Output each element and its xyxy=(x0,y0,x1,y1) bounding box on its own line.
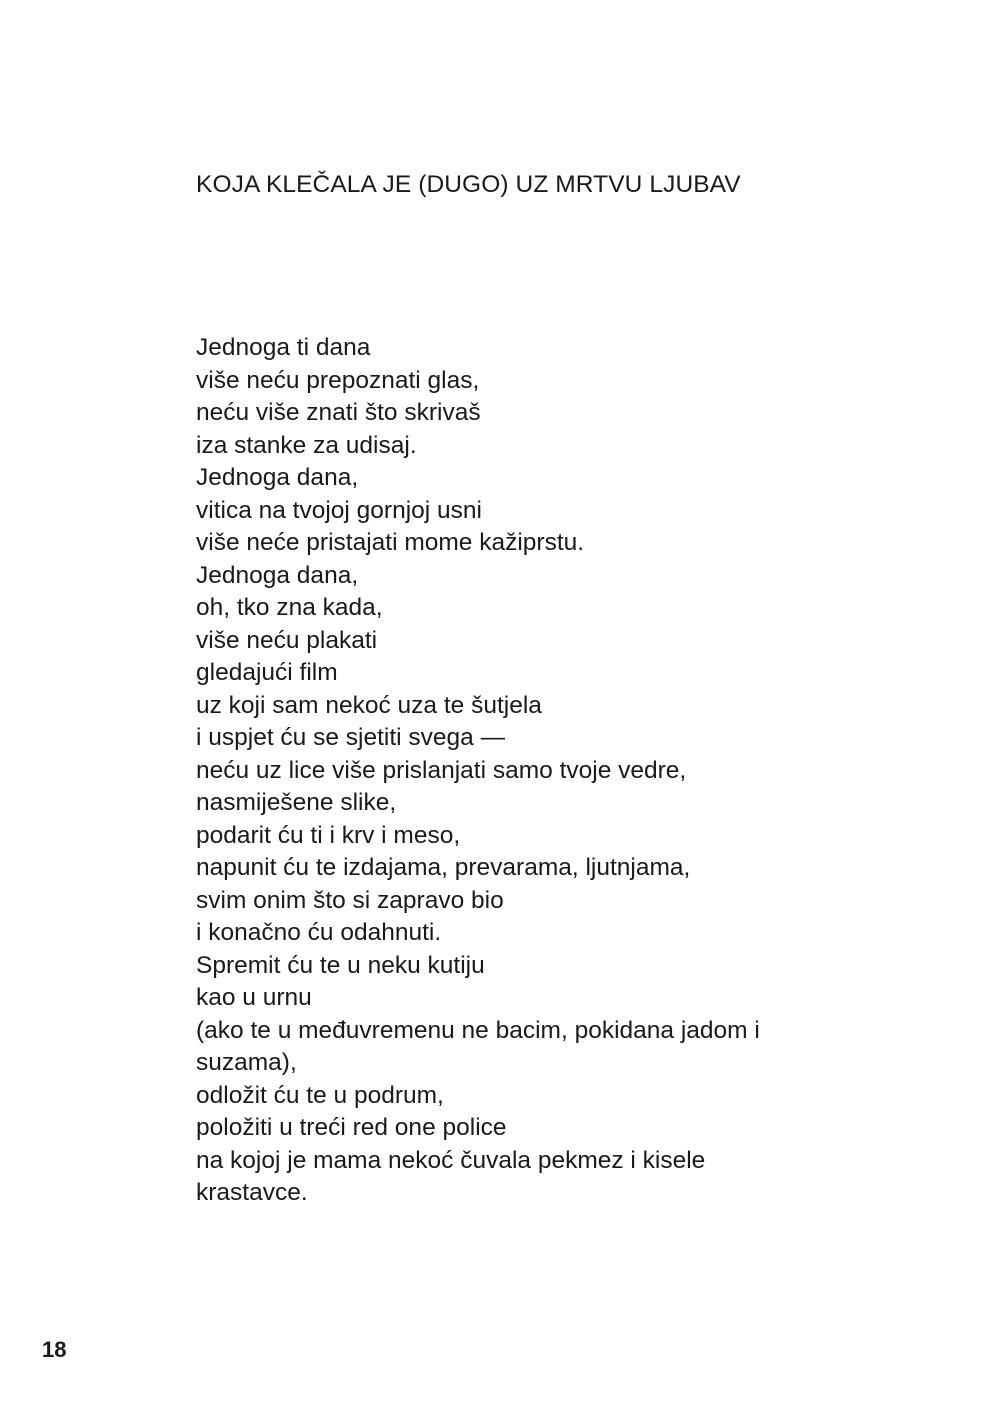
poem-line: iza stanke za udisaj. xyxy=(196,431,417,459)
poem-line: svim onim što si zapravo bio xyxy=(196,886,504,914)
page-number: 18 xyxy=(42,1337,67,1362)
poem-line: na kojoj je mama nekoć čuvala pekmez i kisele xyxy=(196,1146,706,1174)
poem-line: oh, tko zna kada, xyxy=(196,594,383,621)
poem-line: položiti u treći red one police xyxy=(196,1114,507,1141)
poem-line: napunit ću te izdajama, prevarama, ljutnjama, xyxy=(196,854,691,881)
poem-line: podarit ću ti i krv i meso, xyxy=(196,821,461,849)
poem-line: Jednoga dana, xyxy=(196,561,359,589)
poem-line: i uspjet ću se sjetiti svega — xyxy=(196,724,506,751)
poem-line: više neće pristajati mome kažiprstu. xyxy=(196,529,585,556)
poem-line: više neću prepoznati glas, xyxy=(196,366,480,394)
poem-line: gledajući film xyxy=(196,659,338,686)
poem-line: krastavce. xyxy=(196,1179,308,1206)
poem-line: neću uz lice više prislanjati samo tvoje vedre, xyxy=(196,756,687,784)
poem-line: Jednoga dana, xyxy=(196,464,359,491)
poem-line: vitica na tvojoj gornjoj usni xyxy=(196,496,482,524)
poem-body xyxy=(196,332,856,1210)
poem-line: Spremit ću te u neku kutiju xyxy=(196,951,485,979)
poem-line: više neću plakati xyxy=(196,626,378,654)
poem-line: suzama), xyxy=(196,1049,297,1076)
poem-line: kao u urnu xyxy=(196,984,312,1011)
poem-line: nasmiješene slike, xyxy=(196,789,397,816)
poem-line: Jednoga ti dana xyxy=(196,334,371,361)
poem-line: neću više znati što skrivaš xyxy=(196,399,481,426)
poem-line: uz koji sam nekoć uza te šutjela xyxy=(196,691,542,719)
poem-line: (ako te u međuvremenu ne bacim, pokidana jadom i xyxy=(196,1016,760,1044)
poem-line: odložit ću te u podrum, xyxy=(196,1081,444,1109)
poem-title: KOJA KLEČALA JE (DUGO) UZ MRTVU LJUBAV xyxy=(196,171,741,198)
poem-line: i konačno ću odahnuti. xyxy=(196,919,442,946)
